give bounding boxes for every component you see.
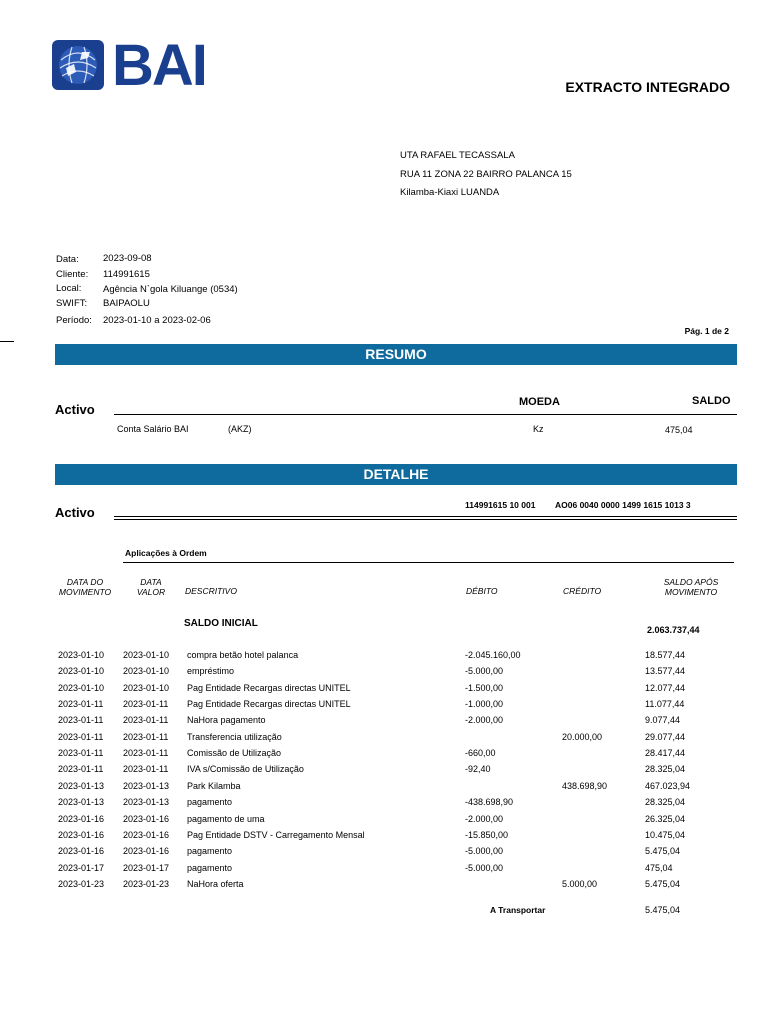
row-debito: -5.000,00 xyxy=(465,862,504,873)
row-descritivo: Park Kilamba xyxy=(187,780,241,791)
table-row xyxy=(0,666,768,682)
row-descritivo: Transferencia utilização xyxy=(187,731,282,742)
row-data-valor: 2023-01-11 xyxy=(123,715,169,726)
cliente-value: 114991615 xyxy=(103,269,150,280)
col-header-data-movimento: DATA DO MOVIMENTO xyxy=(58,577,112,597)
col-header-saldo: SALDO APÓS MOVIMENTO xyxy=(663,577,719,597)
table-row xyxy=(0,748,768,764)
row-saldo: 10.475,04 xyxy=(645,829,686,840)
data-label: Data: xyxy=(56,254,79,265)
row-data-valor: 2023-01-10 xyxy=(123,666,170,677)
row-debito: -5.000,00 xyxy=(465,846,504,857)
table-row xyxy=(0,699,768,715)
row-saldo: 28.325,04 xyxy=(645,764,686,775)
row-descritivo: pagamento de uma xyxy=(187,813,265,824)
row-data-valor: 2023-01-23 xyxy=(123,878,170,889)
row-descritivo: Pag Entidade DSTV - Carregamento Mensal xyxy=(187,829,365,840)
row-data-valor: 2023-01-13 xyxy=(123,797,170,808)
row-saldo: 5.475,04 xyxy=(645,878,681,889)
detalhe-activo-label: Activo xyxy=(55,505,95,520)
bai-logo xyxy=(52,33,212,98)
saldo-header: SALDO xyxy=(692,395,731,407)
row-data-movimento: 2023-01-16 xyxy=(58,846,105,857)
table-row xyxy=(0,879,768,895)
row-debito: -2.045.160,00 xyxy=(465,650,521,660)
col-header-data-valor: DATA VALOR xyxy=(136,577,166,597)
table-row xyxy=(0,846,768,862)
row-saldo: 18.577,44 xyxy=(645,650,686,660)
recipient-street: RUA 11 ZONA 22 BAIRRO PALANCA 15 xyxy=(400,169,572,180)
row-saldo: 28.417,44 xyxy=(645,748,686,759)
saldo-inicial-value: 2.063.737,44 xyxy=(647,625,700,635)
account-currency: Kz xyxy=(533,424,544,434)
account-number: 114991615 10 001 xyxy=(465,500,536,510)
row-debito: -2.000,00 xyxy=(465,813,504,824)
data-value: 2023-09-08 xyxy=(103,253,152,264)
row-descritivo: NaHora oferta xyxy=(187,878,244,889)
row-data-movimento: 2023-01-23 xyxy=(58,878,105,889)
row-saldo: 28.325,04 xyxy=(645,797,686,808)
row-saldo: 26.325,04 xyxy=(645,813,686,824)
row-credito: 438.698,90 xyxy=(562,780,608,791)
row-data-valor: 2023-01-11 xyxy=(123,699,169,710)
row-data-movimento: 2023-01-13 xyxy=(58,780,105,791)
swift-value: BAIPAOLU xyxy=(103,298,150,309)
row-data-valor: 2023-01-10 xyxy=(123,650,170,660)
row-descritivo: pagamento xyxy=(187,862,233,873)
swift-label: SWIFT: xyxy=(56,298,88,309)
col-header-credito: CRÉDITO xyxy=(563,586,602,596)
row-debito: -15.850,00 xyxy=(465,829,509,840)
row-saldo: 13.577,44 xyxy=(645,666,686,677)
row-data-movimento: 2023-01-16 xyxy=(58,813,105,824)
resumo-activo-label: Activo xyxy=(55,402,95,417)
row-saldo: 29.077,44 xyxy=(645,731,686,742)
row-credito: 20.000,00 xyxy=(562,731,603,742)
row-data-movimento: 2023-01-16 xyxy=(58,829,105,840)
table-row xyxy=(0,683,768,699)
logo-text: BAI xyxy=(112,33,206,98)
row-debito: -438.698,90 xyxy=(465,797,514,808)
table-row xyxy=(0,863,768,879)
row-data-movimento: 2023-01-13 xyxy=(58,797,105,808)
row-saldo: 9.077,44 xyxy=(645,715,681,726)
periodo-label: Período: xyxy=(56,315,92,326)
row-descritivo: compra betão hotel palanca xyxy=(187,650,299,660)
detalhe-divider-top xyxy=(114,516,737,517)
row-data-valor: 2023-01-16 xyxy=(123,813,170,824)
row-data-movimento: 2023-01-17 xyxy=(58,862,105,873)
account-balance: 475,04 xyxy=(665,425,693,435)
row-data-movimento: 2023-01-11 xyxy=(58,699,104,710)
row-data-valor: 2023-01-11 xyxy=(123,764,169,775)
row-saldo: 5.475,04 xyxy=(645,846,681,857)
table-row xyxy=(0,814,768,830)
transportar-label: A Transportar xyxy=(490,905,546,915)
row-saldo: 475,04 xyxy=(645,862,673,873)
row-data-valor: 2023-01-11 xyxy=(123,748,169,759)
moeda-header: MOEDA xyxy=(519,396,560,408)
row-data-movimento: 2023-01-10 xyxy=(58,682,105,693)
row-debito: -1.000,00 xyxy=(465,699,504,710)
row-saldo: 467.023,94 xyxy=(645,780,691,791)
resumo-divider xyxy=(114,414,737,415)
row-descritivo: Pag Entidade Recargas directas UNITEL xyxy=(187,699,351,710)
table-row xyxy=(0,797,768,813)
row-data-movimento: 2023-01-11 xyxy=(58,748,104,759)
row-descritivo: Pag Entidade Recargas directas UNITEL xyxy=(187,682,351,693)
section-divider xyxy=(123,562,734,563)
account-name: Conta Salário BAI xyxy=(117,424,189,434)
recipient-city: Kilamba-Kiaxi LUANDA xyxy=(400,187,500,198)
local-label: Local: xyxy=(56,283,82,294)
page-number: Pág. 1 de 2 xyxy=(684,326,729,336)
recipient-name: UTA RAFAEL TECASSALA xyxy=(400,150,515,161)
row-data-valor: 2023-01-10 xyxy=(123,682,170,693)
local-value: Agência N`gola Kiluange (0534) xyxy=(103,284,238,295)
col-header-descritivo: DESCRITIVO xyxy=(185,586,237,596)
document-title: EXTRACTO INTEGRADO xyxy=(565,79,730,95)
row-descritivo: Comissão de Utilização xyxy=(187,748,282,759)
cliente-label: Cliente: xyxy=(56,269,89,280)
row-debito: -2.000,00 xyxy=(465,715,504,726)
table-row xyxy=(0,830,768,846)
row-data-valor: 2023-01-16 xyxy=(123,846,170,857)
row-saldo: 12.077,44 xyxy=(645,682,686,693)
resumo-header: RESUMO xyxy=(55,344,737,365)
periodo-value: 2023-01-10 a 2023-02-06 xyxy=(103,315,211,326)
row-data-valor: 2023-01-16 xyxy=(123,829,170,840)
account-currency-code: (AKZ) xyxy=(228,424,252,434)
table-row xyxy=(0,764,768,780)
detalhe-divider-bottom xyxy=(114,519,737,520)
table-row xyxy=(0,650,768,666)
detalhe-header: DETALHE xyxy=(55,464,737,485)
row-data-valor: 2023-01-11 xyxy=(123,731,169,742)
row-debito: -1.500,00 xyxy=(465,682,504,693)
row-data-movimento: 2023-01-11 xyxy=(58,764,104,775)
row-descritivo: empréstimo xyxy=(187,666,235,677)
row-descritivo: pagamento xyxy=(187,846,233,857)
col-header-debito: DÉBITO xyxy=(466,586,498,596)
fold-mark xyxy=(0,341,14,342)
row-data-valor: 2023-01-13 xyxy=(123,780,170,791)
row-descritivo: NaHora pagamento xyxy=(187,715,266,726)
row-saldo: 11.077,44 xyxy=(645,699,685,710)
row-debito: -5.000,00 xyxy=(465,666,504,677)
row-data-movimento: 2023-01-11 xyxy=(58,731,104,742)
row-debito: -660,00 xyxy=(465,748,496,759)
table-row xyxy=(0,732,768,748)
row-data-movimento: 2023-01-11 xyxy=(58,715,104,726)
row-data-valor: 2023-01-17 xyxy=(123,862,170,873)
row-credito: 5.000,00 xyxy=(562,878,598,889)
transportar-value: 5.475,04 xyxy=(645,905,681,915)
saldo-inicial-label: SALDO INICIAL xyxy=(184,618,258,629)
row-descritivo: IVA s/Comissão de Utilização xyxy=(187,764,304,775)
account-iban: AO06 0040 0000 1499 1615 1013 3 xyxy=(555,500,691,510)
row-descritivo: pagamento xyxy=(187,797,233,808)
section-title: Aplicações à Ordem xyxy=(125,548,207,558)
table-row xyxy=(0,715,768,731)
row-data-movimento: 2023-01-10 xyxy=(58,666,105,677)
row-data-movimento: 2023-01-10 xyxy=(58,650,105,660)
table-row xyxy=(0,781,768,797)
row-debito: -92,40 xyxy=(465,764,491,775)
